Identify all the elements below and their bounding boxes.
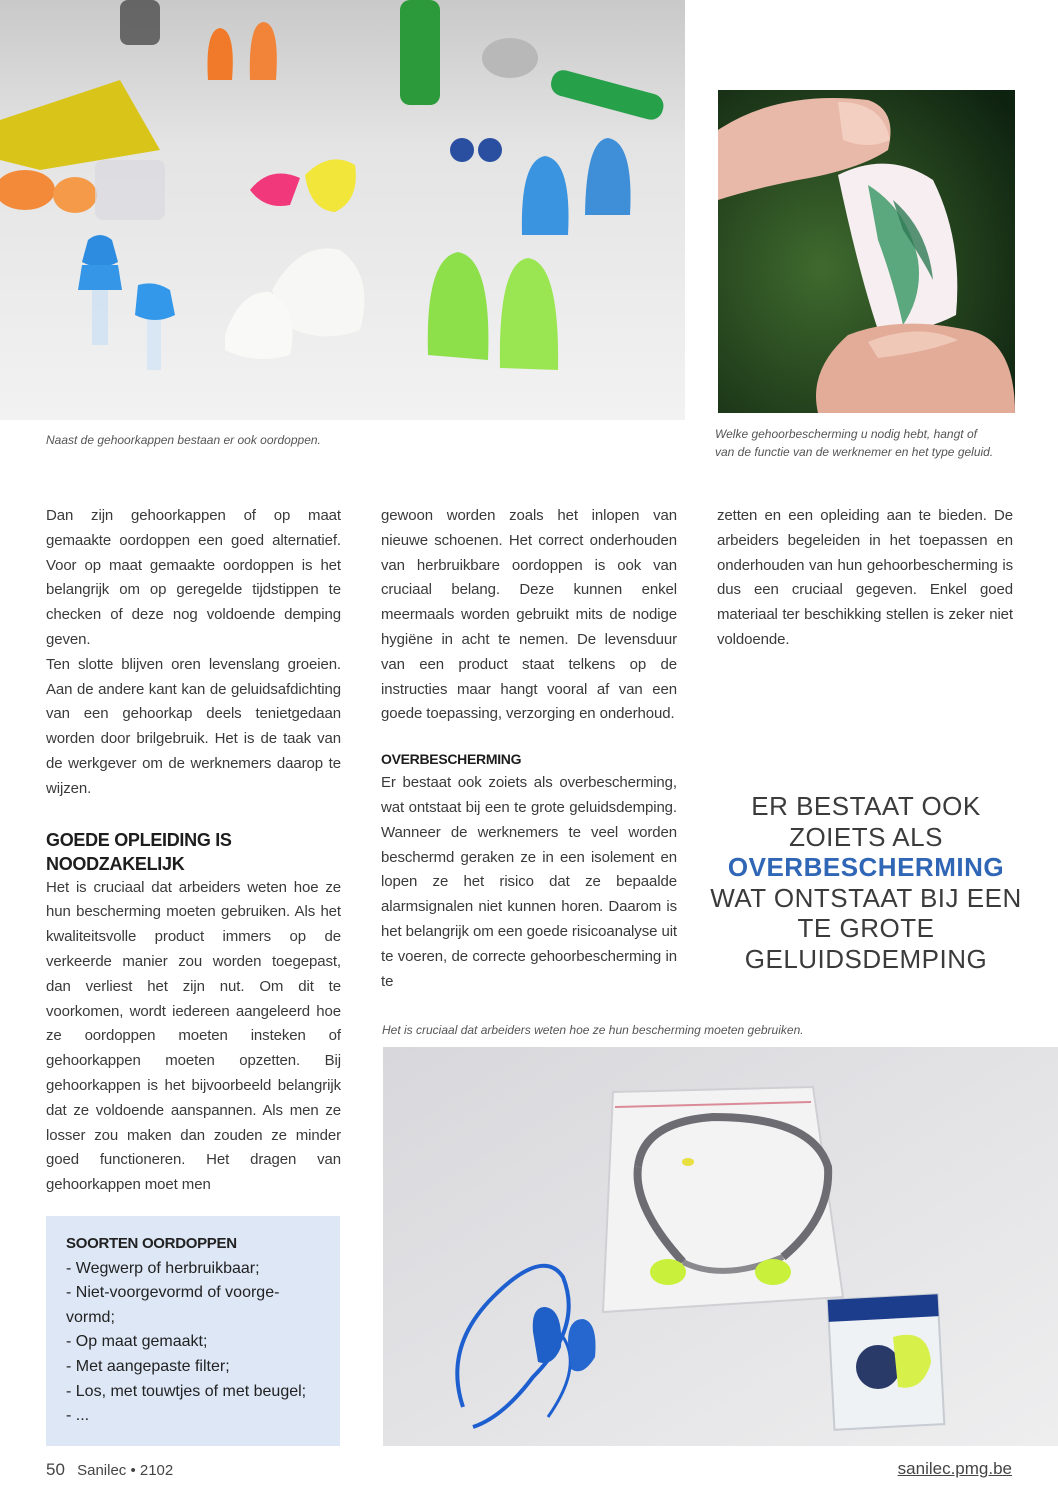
box-item-6: - Los, met touwtjes of met beugel; [66,1382,307,1400]
caption-bottom: Het is cruciaal dat arbeiders weten hoe ze hun bescherming moeten gebruiken. [382,1023,804,1037]
section-heading-opleiding: GOEDE OPLEIDING IS NOODZAKELIJK [46,829,232,874]
pull-quote-line-6: GELUIDSDEMPING [744,943,988,974]
caption-top-right-line2: van de functie van de werknemer en het type geluid. [715,445,994,459]
col2-paragraph-2: Er bestaat ook zoiets als overbescherming, wat ontstaat bij een te grote geluidsdemping. Wanneer de werknemers te veel worden beschermd geraken ze in een isolement en lopen ze het risico dat ze bepaalde alarmsignalen niet kunnen horen. Daarom is het belangrijk om een goede risicoanalyse uit te voeren, de correcte gehoorbescherming in te [381,774,677,990]
caption-top-left: Naast de gehoorkappen bestaan er ook oordoppen. [46,433,321,447]
column-3 [717,504,1013,653]
box-item-4: - Op maat gemaakt; [66,1333,208,1351]
pull-quote-line-1: ER BESTAAT OOK [751,791,981,821]
finger-earplug-photo [718,90,1015,413]
box-item-2: - Niet-voorgevormd of voorge- [66,1284,280,1302]
caption-top-right [715,425,1045,461]
col1-paragraph-2: Ten slotte blijven oren levenslang groeien. Aan de andere kant kan de geluidsafdichting van een gehoorkap deels tenietgedaan worden door brilgebruik. Het is de taak van de werkgever om de werknemers daarop te wijzen. [46,655,341,797]
pull-quote-line-5: TE GROTE [797,913,935,943]
box-title: SOORTEN OORDOPPEN [66,1235,237,1252]
earplugs-photo [0,0,685,420]
box-item-1: - Wegwerp of herbruikbaar; [66,1259,260,1277]
column-1 [46,504,341,1198]
magazine-issue: Sanilec • 2102 [77,1462,174,1479]
website-link[interactable]: sanilec.pmg.be [897,1459,1012,1478]
box-item-5: - Met aangepaste filter; [66,1357,230,1375]
col1-paragraph-3: Het is cruciaal dat arbeiders weten hoe ze hun bescherming moeten gebruiken. Als het kwaliteitsvolle product immers op de verkeerde manier zou worden toegepast, dan verliest het zijn nut. Om dit te voorkomen, wordt iedereen aangeleerd hoe ze oordoppen moeten insteken of gehoorkappen moeten opzetten. Bij gehoorkappen is het bijvoorbeeld belangrijk dat ze voldoende aanspannen. Als men ze losser zou maken dan zouden ze minder goed functioneren. Het dragen van gehoorkappen moet men [46,878,341,1194]
pull-quote-line-2: ZOIETS ALS [789,821,943,852]
col2-paragraph-1: gewoon worden zoals het inlopen van nieuwe schoenen. Het correct onderhouden van herbruikbare oordoppen is ook van cruciaal belang. Deze kunnen enkel meermaals worden gebruikt mits de nodige hygiëne in acht te nemen. De levensduur van een product staat telkens op de instructies maar hangt vooral af van een goede toepassing, verzorging en onderhoud. [381,507,677,723]
packaged-earplugs-photo [383,1047,1058,1446]
section-heading-overbescherming: OVERBESCHERMING [381,751,522,768]
col1-paragraph-1: Dan zijn gehoorkappen of op maat gemaakte oordoppen een goed alternatief. Voor op maat gemaakte oordoppen is het belangrijk om op geregelde tijdstippen te checken of deze nog voldoende demping geven. [46,507,341,648]
pull-quote-highlight: OVERBESCHERMING [727,852,1005,882]
pull-quote-line-4: WAT ONTSTAAT BIJ EEN [710,882,1022,913]
box-item-3: vormd; [66,1308,115,1326]
column-2 [381,504,677,994]
earplug-types-box [46,1216,340,1446]
box-item-7: - ... [66,1407,90,1425]
page-number: 50 [46,1460,65,1479]
pull-quote [706,791,1026,974]
col3-paragraph-1: zetten en een opleiding aan te bieden. De arbeiders begeleiden in het toepassen en onderhouden van hun gehoorbescherming is dus een cruciaal gegeven. Enkel goed materiaal ter beschikking stellen is zeker niet voldoende. [717,507,1013,648]
caption-top-right-line1: Welke gehoorbescherming u nodig hebt, hangt of [715,427,977,441]
footer-left [46,1460,173,1480]
